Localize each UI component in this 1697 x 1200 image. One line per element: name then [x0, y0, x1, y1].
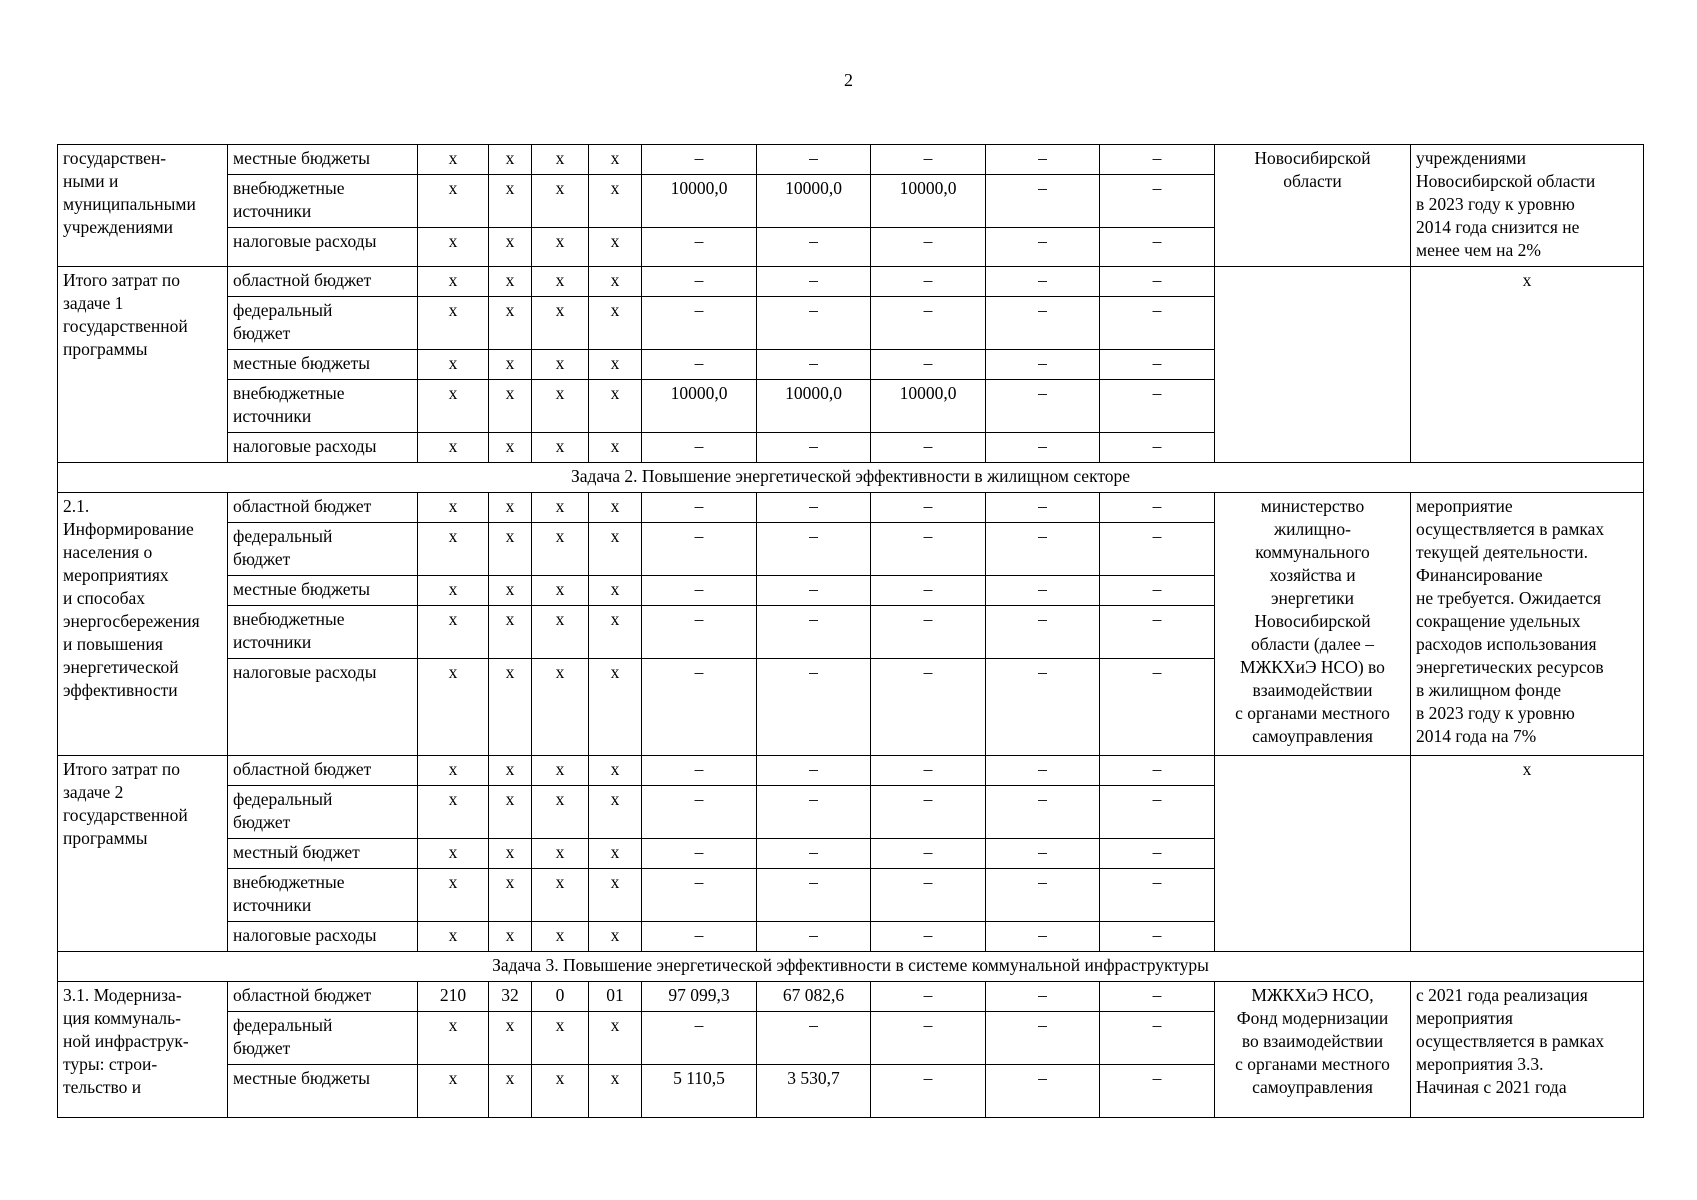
funding-source: федеральный бюджет [228, 297, 418, 350]
funding-value: – [1100, 433, 1215, 463]
page-number: 2 [844, 70, 853, 90]
funding-value: – [1100, 756, 1215, 786]
funding-value: – [986, 982, 1100, 1012]
budget-code: х [418, 756, 489, 786]
funding-value: – [1100, 839, 1215, 869]
funding-value: – [1100, 267, 1215, 297]
budget-code: х [589, 659, 642, 756]
funding-value: – [986, 869, 1100, 922]
funding-value: – [1100, 297, 1215, 350]
budget-code: х [418, 145, 489, 175]
funding-source: налоговые расходы [228, 228, 418, 267]
funding-source: федеральный бюджет [228, 786, 418, 839]
funding-value: – [986, 659, 1100, 756]
funding-value: – [757, 576, 871, 606]
measure-name: Итого затрат по задаче 1 государственной программы [58, 267, 228, 463]
budget-code: х [489, 523, 532, 576]
funding-value: – [986, 576, 1100, 606]
funding-value: – [1100, 659, 1215, 756]
budget-code: х [589, 869, 642, 922]
funding-value: – [1100, 1065, 1215, 1118]
budget-code: х [532, 523, 589, 576]
measure-name: Итого затрат по задаче 2 государственной программы [58, 756, 228, 952]
funding-source: внебюджетные источники [228, 869, 418, 922]
funding-value: – [757, 869, 871, 922]
funding-value: – [1100, 175, 1215, 228]
funding-value: – [757, 267, 871, 297]
budget-code: х [489, 380, 532, 433]
funding-value: – [1100, 1012, 1215, 1065]
budget-code: х [418, 493, 489, 523]
executor: МЖКХиЭ НСО, Фонд модернизации во взаимодействии с органами местного самоуправления [1215, 982, 1411, 1118]
funding-value: – [642, 839, 757, 869]
budget-code: х [418, 267, 489, 297]
funding-value: – [1100, 380, 1215, 433]
funding-value: – [757, 839, 871, 869]
budget-code: х [532, 493, 589, 523]
funding-value: – [986, 267, 1100, 297]
budget-code: х [532, 1065, 589, 1118]
table-row [58, 145, 1644, 175]
executor [1215, 756, 1411, 952]
budget-code: х [532, 297, 589, 350]
funding-value: – [642, 493, 757, 523]
budget-code: х [418, 228, 489, 267]
budget-code: х [418, 350, 489, 380]
budget-code: х [418, 433, 489, 463]
funding-source: областной бюджет [228, 493, 418, 523]
funding-value: – [986, 839, 1100, 869]
budget-code: х [489, 267, 532, 297]
funding-value: – [871, 297, 986, 350]
funding-value: – [1100, 576, 1215, 606]
funding-source: областной бюджет [228, 982, 418, 1012]
budget-code: х [589, 922, 642, 952]
budget-code: х [418, 380, 489, 433]
funding-value: – [871, 267, 986, 297]
funding-source: областной бюджет [228, 267, 418, 297]
funding-value: 5 110,5 [642, 1065, 757, 1118]
funding-source: налоговые расходы [228, 922, 418, 952]
budget-code: х [418, 922, 489, 952]
funding-value: – [757, 145, 871, 175]
funding-value: – [642, 922, 757, 952]
budget-code: х [589, 1012, 642, 1065]
funding-value: – [986, 786, 1100, 839]
funding-value: – [642, 523, 757, 576]
funding-value: – [1100, 982, 1215, 1012]
budget-code: х [489, 228, 532, 267]
funding-value: – [757, 433, 871, 463]
budget-code: х [418, 523, 489, 576]
funding-value: – [757, 659, 871, 756]
section-row [58, 463, 1644, 493]
budget-code: х [532, 606, 589, 659]
budget-code: 32 [489, 982, 532, 1012]
funding-value: – [757, 786, 871, 839]
executor: Новосибирской области [1215, 145, 1411, 267]
budget-code: х [532, 756, 589, 786]
budget-code: х [589, 145, 642, 175]
budget-code: х [589, 576, 642, 606]
budget-code: х [589, 523, 642, 576]
budget-code: х [418, 1012, 489, 1065]
budget-code: х [489, 922, 532, 952]
budget-code: х [418, 1065, 489, 1118]
funding-value: – [642, 433, 757, 463]
funding-value: 97 099,3 [642, 982, 757, 1012]
funding-value: – [642, 267, 757, 297]
budget-code: 01 [589, 982, 642, 1012]
funding-value: – [871, 869, 986, 922]
funding-value: 10000,0 [757, 175, 871, 228]
funding-value: 67 082,6 [757, 982, 871, 1012]
funding-value: – [642, 756, 757, 786]
funding-value: – [757, 922, 871, 952]
funding-value: – [871, 1012, 986, 1065]
funding-value: – [871, 576, 986, 606]
budget-code: х [489, 350, 532, 380]
funding-source: федеральный бюджет [228, 523, 418, 576]
funding-value: – [642, 145, 757, 175]
funding-value: – [642, 1012, 757, 1065]
funding-value: – [986, 1012, 1100, 1065]
measure-name: государствен- ными и муниципальными учреждениями [58, 145, 228, 267]
funding-value: – [871, 523, 986, 576]
budget-code: х [418, 786, 489, 839]
budget-code: 210 [418, 982, 489, 1012]
section-title: Задача 3. Повышение энергетической эффективности в системе коммунальной инфраструктуры [58, 952, 1644, 982]
executor: министерство жилищно- коммунального хозяйства и энергетики Новосибирской области (далее – МЖКХиЭ НСО) во взаимодействии с органами местного самоуправления [1215, 493, 1411, 756]
budget-code: х [418, 869, 489, 922]
funding-value: – [871, 922, 986, 952]
budget-code: х [418, 606, 489, 659]
funding-value: 10000,0 [642, 175, 757, 228]
budget-code: х [532, 145, 589, 175]
budget-code: х [418, 175, 489, 228]
funding-value: – [1100, 869, 1215, 922]
program-table [57, 144, 1644, 1118]
funding-value: – [986, 606, 1100, 659]
funding-value: – [1100, 493, 1215, 523]
funding-value: – [642, 869, 757, 922]
funding-source: налоговые расходы [228, 659, 418, 756]
expected-result: учреждениями Новосибирской области в 2023 году к уровню 2014 года снизится не менее чем на 2% [1411, 145, 1644, 267]
budget-code: х [589, 175, 642, 228]
budget-code: х [532, 839, 589, 869]
measure-name: 2.1. Информирование населения о мероприятиях и способах энергосбережения и повышения энергетической эффективности [58, 493, 228, 756]
funding-value: – [986, 297, 1100, 350]
funding-value: – [757, 756, 871, 786]
section-title: Задача 2. Повышение энергетической эффективности в жилищном секторе [58, 463, 1644, 493]
budget-code: х [532, 175, 589, 228]
budget-code: х [589, 1065, 642, 1118]
table-row [58, 267, 1644, 297]
budget-code: х [532, 922, 589, 952]
funding-source: местные бюджеты [228, 145, 418, 175]
funding-value: – [986, 228, 1100, 267]
funding-value: – [871, 659, 986, 756]
funding-value: – [986, 523, 1100, 576]
budget-code: х [532, 380, 589, 433]
funding-value: – [986, 175, 1100, 228]
funding-value: – [642, 228, 757, 267]
budget-code: х [489, 839, 532, 869]
budget-code: х [489, 606, 532, 659]
funding-value: – [1100, 922, 1215, 952]
funding-value: – [871, 606, 986, 659]
funding-value: – [642, 606, 757, 659]
budget-code: х [489, 493, 532, 523]
funding-value: – [871, 433, 986, 463]
budget-code: х [532, 267, 589, 297]
budget-code: х [489, 659, 532, 756]
funding-source: внебюджетные источники [228, 606, 418, 659]
funding-value: – [757, 1012, 871, 1065]
budget-code: х [489, 297, 532, 350]
budget-code: х [489, 1012, 532, 1065]
funding-value: – [1100, 606, 1215, 659]
funding-value: – [757, 606, 871, 659]
funding-source: налоговые расходы [228, 433, 418, 463]
budget-code: 0 [532, 982, 589, 1012]
funding-source: местный бюджет [228, 839, 418, 869]
expected-result: х [1411, 756, 1644, 952]
budget-code: х [532, 433, 589, 463]
table-row [58, 756, 1644, 786]
funding-value: – [642, 297, 757, 350]
budget-code: х [589, 606, 642, 659]
funding-value: – [757, 228, 871, 267]
funding-value: – [757, 297, 871, 350]
funding-value: – [986, 922, 1100, 952]
funding-value: – [986, 145, 1100, 175]
funding-value: – [642, 659, 757, 756]
table-row [58, 982, 1644, 1012]
funding-value: – [642, 350, 757, 380]
funding-value: – [642, 576, 757, 606]
expected-result: с 2021 года реализация мероприятия осуществляется в рамках мероприятия 3.3. Начиная с 2021 года [1411, 982, 1644, 1118]
budget-code: х [489, 869, 532, 922]
funding-value: – [1100, 786, 1215, 839]
funding-value: – [1100, 350, 1215, 380]
funding-value: – [871, 982, 986, 1012]
budget-code: х [589, 350, 642, 380]
funding-value: – [642, 786, 757, 839]
funding-value: – [871, 228, 986, 267]
budget-code: х [418, 576, 489, 606]
funding-value: – [871, 786, 986, 839]
funding-value: 10000,0 [642, 380, 757, 433]
budget-code: х [589, 267, 642, 297]
executor [1215, 267, 1411, 463]
budget-code: х [589, 297, 642, 350]
funding-value: – [757, 523, 871, 576]
funding-value: – [871, 145, 986, 175]
funding-value: – [871, 839, 986, 869]
budget-code: х [589, 380, 642, 433]
budget-code: х [589, 786, 642, 839]
budget-code: х [489, 786, 532, 839]
funding-source: областной бюджет [228, 756, 418, 786]
budget-code: х [532, 228, 589, 267]
budget-code: х [489, 756, 532, 786]
budget-code: х [589, 756, 642, 786]
funding-value: 3 530,7 [757, 1065, 871, 1118]
budget-code: х [532, 350, 589, 380]
budget-code: х [532, 576, 589, 606]
funding-value: – [986, 433, 1100, 463]
budget-code: х [589, 228, 642, 267]
funding-value: 10000,0 [871, 380, 986, 433]
funding-source: местные бюджеты [228, 1065, 418, 1118]
funding-value: 10000,0 [871, 175, 986, 228]
budget-code: х [589, 493, 642, 523]
budget-code: х [489, 145, 532, 175]
funding-value: – [871, 350, 986, 380]
funding-source: внебюджетные источники [228, 380, 418, 433]
funding-value: – [871, 756, 986, 786]
expected-result: мероприятие осуществляется в рамках текущей деятельности. Финансирование не требуется. Ожидается сокращение удельных расходов использования энергетических ресурсов в жилищном фонде в 2023 году к уровню 2014 года на 7% [1411, 493, 1644, 756]
funding-source: внебюджетные источники [228, 175, 418, 228]
funding-source: федеральный бюджет [228, 1012, 418, 1065]
budget-code: х [489, 433, 532, 463]
budget-code: х [489, 1065, 532, 1118]
budget-code: х [418, 839, 489, 869]
table-row [58, 493, 1644, 523]
funding-value: 10000,0 [757, 380, 871, 433]
budget-code: х [489, 576, 532, 606]
funding-value: – [1100, 228, 1215, 267]
budget-code: х [418, 297, 489, 350]
funding-source: местные бюджеты [228, 576, 418, 606]
funding-value: – [871, 1065, 986, 1118]
budget-code: х [532, 659, 589, 756]
funding-value: – [986, 756, 1100, 786]
budget-code: х [418, 659, 489, 756]
section-row [58, 952, 1644, 982]
funding-value: – [1100, 145, 1215, 175]
funding-value: – [986, 493, 1100, 523]
funding-value: – [986, 350, 1100, 380]
budget-code: х [589, 839, 642, 869]
budget-code: х [489, 175, 532, 228]
budget-code: х [532, 869, 589, 922]
funding-value: – [757, 350, 871, 380]
expected-result: х [1411, 267, 1644, 463]
budget-code: х [589, 433, 642, 463]
funding-value: – [757, 493, 871, 523]
budget-code: х [532, 786, 589, 839]
budget-code: х [532, 1012, 589, 1065]
measure-name: 3.1. Модерниза- ция коммуналь- ной инфраструк- туры: строи- тельство и [58, 982, 228, 1118]
funding-value: – [986, 1065, 1100, 1118]
funding-value: – [1100, 523, 1215, 576]
funding-value: – [986, 380, 1100, 433]
funding-source: местные бюджеты [228, 350, 418, 380]
funding-value: – [871, 493, 986, 523]
